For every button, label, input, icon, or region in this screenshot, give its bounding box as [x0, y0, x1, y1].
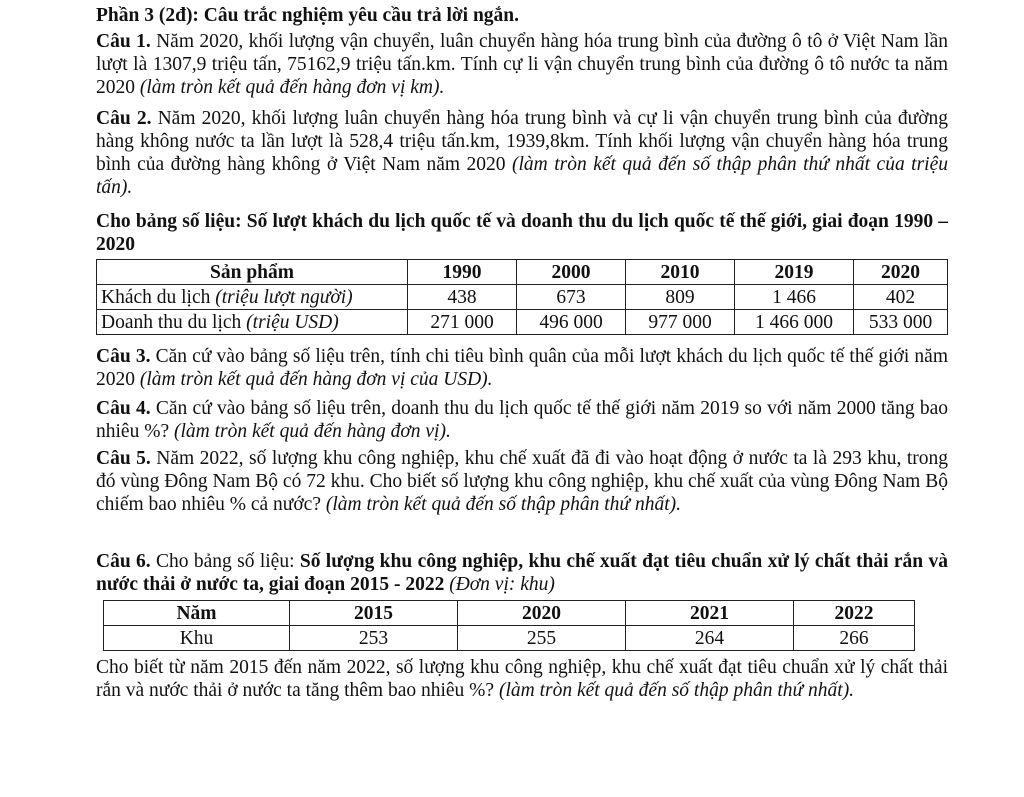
question-1 — [96, 30, 948, 99]
q5-text: Năm 2022, số lượng khu công nghiệp, khu chế xuất đã đi vào hoạt động ở nước ta là 293 khu, trong đó vùng Đông Nam Bộ có 72 khu. Cho biết số lượng khu công nghiệp, khu chế xuất của vùng Đông Nam Bộ chiếm bao nhiêu % cả nước? — [96, 448, 948, 515]
table-cell: 402 — [854, 285, 948, 310]
table-cell: 809 — [626, 285, 735, 310]
table2-header-cell: 2022 — [794, 601, 915, 626]
table-industrial-zones — [103, 600, 915, 651]
table-row — [97, 310, 948, 335]
row-label: Khu — [104, 626, 290, 651]
table-cell: 673 — [517, 285, 626, 310]
table-cell: 977 000 — [626, 310, 735, 335]
q6-label: Câu 6. — [96, 551, 151, 572]
row-label: Khách du lịch (triệu lượt người) — [97, 285, 408, 310]
table2-header-cell: 2015 — [290, 601, 458, 626]
table1-header-cell: 2010 — [626, 260, 735, 285]
table2-header-cell: 2020 — [458, 601, 626, 626]
table1-header-cell: 2019 — [735, 260, 854, 285]
question-6 — [96, 550, 948, 596]
q3-note: (làm tròn kết quả đến hàng đơn vị của USD). — [139, 369, 493, 390]
q4-text: Căn cứ vào bảng số liệu trên, doanh thu du lịch quốc tế thế giới năm 2019 so với năm 2000 tăng bao nhiêu %? — [96, 398, 948, 442]
table-cell: 1 466 — [735, 285, 854, 310]
q5-label: Câu 5. — [96, 448, 151, 469]
q2-label: Câu 2. — [96, 108, 152, 129]
row-label: Doanh thu du lịch (triệu USD) — [97, 310, 408, 335]
table1-header-cell: Sản phẩm — [97, 260, 408, 285]
q6-unit-note: (Đơn vị: khu) — [444, 574, 555, 595]
table-cell: 255 — [458, 626, 626, 651]
question-6-prompt — [96, 656, 948, 702]
table2-header-cell: Năm — [104, 601, 290, 626]
q3-text: Căn cứ vào bảng số liệu trên, tính chi tiêu bình quân của mỗi lượt khách du lịch quốc tế thế giới năm 2020 — [96, 346, 948, 390]
table2-header-cell: 2021 — [626, 601, 794, 626]
q4-label: Câu 4. — [96, 398, 151, 419]
question-5 — [96, 447, 948, 516]
table-cell: 266 — [794, 626, 915, 651]
table1-header-cell: 2000 — [517, 260, 626, 285]
question-2 — [96, 107, 948, 199]
question-4 — [96, 397, 948, 443]
table-cell: 271 000 — [408, 310, 517, 335]
section-title: Phần 3 (2đ): Câu trắc nghiệm yêu cầu trả lời ngắn. — [96, 5, 520, 26]
table-cell: 264 — [626, 626, 794, 651]
table-cell: 496 000 — [517, 310, 626, 335]
table-cell: 253 — [290, 626, 458, 651]
q4-note: (làm tròn kết quả đến hàng đơn vị). — [173, 421, 451, 442]
question-3 — [96, 345, 948, 391]
q2-note: (làm tròn kết quả đến số thập phân thứ nhất của triệu tấn). — [96, 154, 948, 198]
q5-note: (làm tròn kết quả đến số thập phân thứ nhất). — [325, 494, 681, 515]
table1-caption: Cho bảng số liệu: Số lượt khách du lịch quốc tế và doanh thu du lịch quốc tế thế giới, giai đoạn 1990 – 2020 — [96, 211, 948, 255]
table-cell: 1 466 000 — [735, 310, 854, 335]
table-row — [97, 285, 948, 310]
table1-header-cell: 2020 — [854, 260, 948, 285]
q1-label: Câu 1. — [96, 31, 151, 52]
q1-text: Năm 2020, khối lượng vận chuyển, luân chuyển hàng hóa trung bình của đường ô tô ở Việt Nam lần lượt là 1307,9 triệu tấn, 75162,9 triệu tấn.km. Tính cự li vận chuyển trung bình của đường ô tô nước ta năm 2020 — [96, 31, 948, 98]
table-cell: 438 — [408, 285, 517, 310]
q2-text: Năm 2020, khối lượng luân chuyển hàng hóa trung bình và cự li vận chuyển trung bình của đường hàng không nước ta lần lượt là 528,4 triệu tấn.km, 1939,8km. Tính khối lượng vận chuyển hàng hóa trung bình của đường hàng không ở Việt Nam năm 2020 — [96, 108, 949, 175]
table-tourism — [96, 259, 948, 335]
q1-note: (làm tròn kết quả đến hàng đơn vị km). — [139, 77, 445, 98]
table-cell: 533 000 — [854, 310, 948, 335]
q6-note: (làm tròn kết quả đến số thập phân thứ nhất). — [498, 680, 855, 701]
table1-header-row — [97, 260, 948, 285]
q3-label: Câu 3. — [96, 346, 151, 367]
q6-caption: Số lượng khu công nghiệp, khu chế xuất đạt tiêu chuẩn xử lý chất thải rắn và nước thải ở nước ta, giai đoạn 2015 - 2022 — [96, 551, 948, 595]
q6-question: Cho biết từ năm 2015 đến năm 2022, số lượng khu công nghiệp, khu chế xuất đạt tiêu chuẩn xử lý chất thải rắn và nước thải ở nước ta tăng thêm bao nhiêu %? — [96, 657, 948, 701]
q6-intro: Cho bảng số liệu: — [150, 551, 300, 572]
table1-header-cell: 1990 — [408, 260, 517, 285]
table-row — [104, 626, 915, 651]
table2-header-row — [104, 601, 915, 626]
